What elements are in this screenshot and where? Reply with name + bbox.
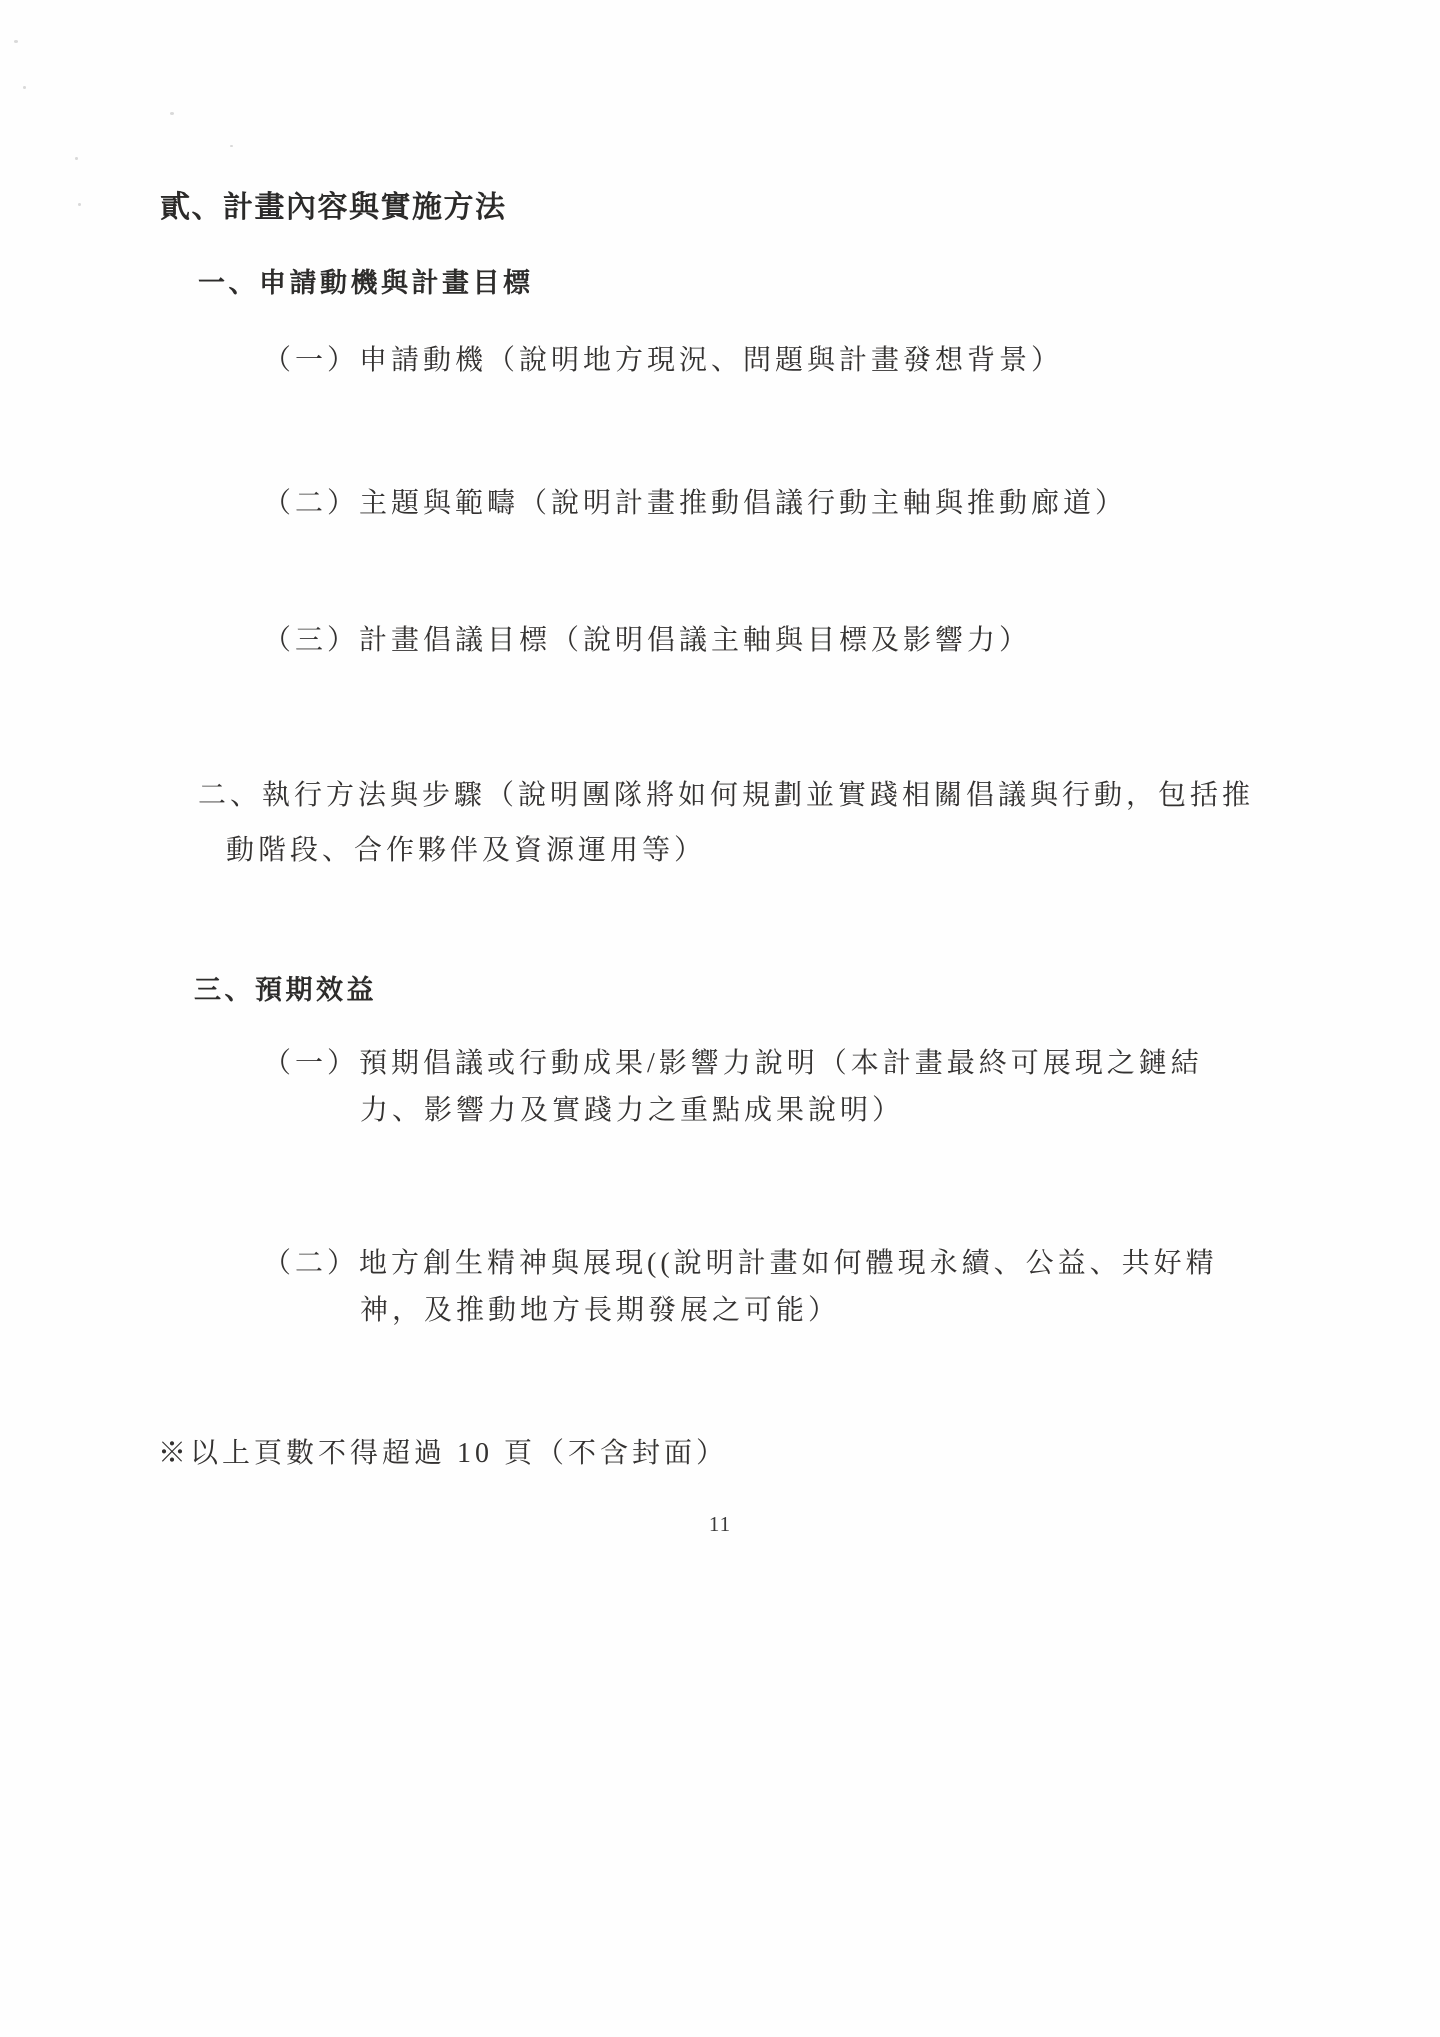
section3-item1-line1: （一）預期倡議或行動成果/影響力說明（本計畫最終可展現之鏈結 <box>263 1048 1203 1079</box>
section3-item2-line1: （二）地方創生精神與展現((說明計畫如何體現永續、公益、共好精 <box>263 1248 1218 1279</box>
section2-heading-line1: 二、執行方法與步驟（說明團隊將如何規劃並實踐相關倡議與行動，包括推 <box>198 780 1255 811</box>
section2-heading-line2: 動階段、合作夥伴及資源運用等） <box>226 835 707 866</box>
scan-artifact <box>230 145 233 147</box>
section3-heading: 三、預期效益 <box>194 975 377 1005</box>
section1-item-1: （一）申請動機（說明地方現況、問題與計畫發想背景） <box>263 345 1064 376</box>
scan-artifact <box>170 112 174 115</box>
scan-artifact <box>75 157 78 160</box>
page-number: 11 <box>708 1512 732 1536</box>
section1-item-2: （二）主題與範疇（說明計畫推動倡議行動主軸與推動廊道） <box>263 488 1128 519</box>
section1-heading: 一、申請動機與計畫目標 <box>198 268 534 298</box>
section1-item-3: （三）計畫倡議目標（說明倡議主軸與目標及影響力） <box>263 625 1032 656</box>
page-limit-note: ※以上頁數不得超過 10 頁（不含封面） <box>158 1438 729 1469</box>
scan-artifact <box>23 86 26 89</box>
section3-item2-line2: 神，及推動地方長期發展之可能） <box>360 1295 841 1326</box>
section3-item1-line2: 力、影響力及實踐力之重點成果說明） <box>360 1095 905 1126</box>
scan-artifact <box>14 40 18 43</box>
document-title: 貳、計畫內容與實施方法 <box>160 191 507 224</box>
scan-artifact <box>78 203 81 206</box>
